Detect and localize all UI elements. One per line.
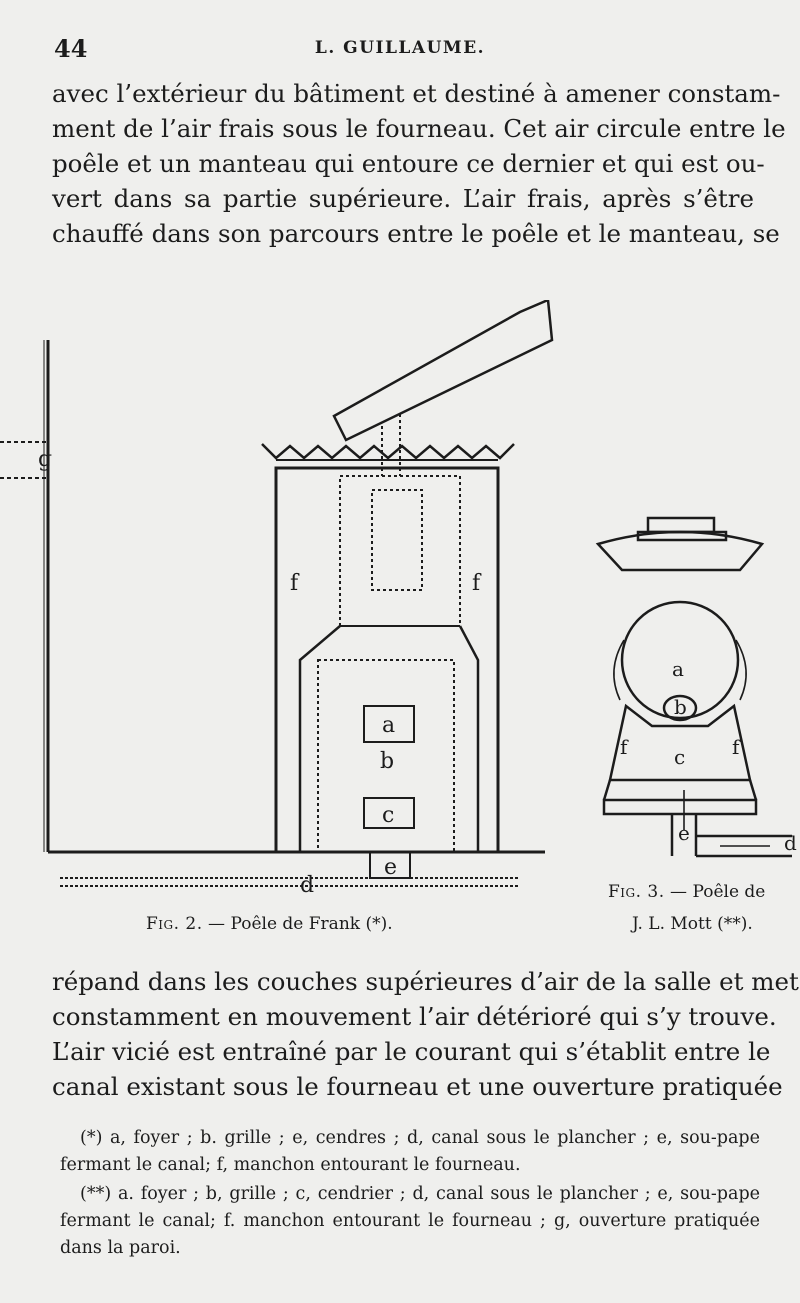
footnote-2-text: a. foyer ; b, grille ; c, cendrier ; d, canal sous le plancher ; e, sou-pape fermant le canal; f. manchon entourant le fourneau ; g, ouverture pratiquée dans la paroi. <box>60 1184 760 1258</box>
text-line: ment de l’air frais sous le fourneau. Cet air circule entre le <box>52 114 786 143</box>
label-a: a <box>672 657 684 681</box>
label-g: g <box>38 447 53 472</box>
running-head: L. GUILLAUME. <box>314 38 486 58</box>
footnotes <box>60 1125 760 1264</box>
figure-3-caption-line-2: J. L. Mott (**). <box>632 914 753 934</box>
text-line: canal existant sous le fourneau et une ouverture pratiquée <box>52 1072 783 1101</box>
top-paragraph <box>52 76 786 251</box>
figure-3-number: Fig. 3. <box>608 882 665 902</box>
label-f-right: f <box>732 735 740 759</box>
figure-3-title: — Poêle de <box>664 882 766 902</box>
footnote-1-text: a, foyer ; b. grille ; e, cendres ; d, canal sous le plancher ; e, sou-pape fermant le canal; f, manchon entourant le fourneau. <box>60 1128 760 1175</box>
figure-3-mott-stove-diagram <box>580 500 800 880</box>
label-d: d <box>784 831 797 855</box>
text-line: répand dans les couches supérieures d’air de la salle et met <box>52 967 799 996</box>
label-c: c <box>382 803 395 828</box>
label-e: e <box>678 821 690 845</box>
footnote-2-mark: (**) <box>80 1184 112 1204</box>
bottom-paragraph <box>52 964 799 1104</box>
figure-2-number: Fig. 2. <box>146 914 203 934</box>
label-a: a <box>382 713 396 738</box>
label-f-right: f <box>472 571 481 596</box>
label-d: d <box>300 873 315 898</box>
text-line: constamment en mouvement l’air détérioré qui s’y trouve. <box>52 1002 777 1031</box>
footnote-2 <box>60 1181 760 1262</box>
text-line: vert dans sa partie supérieure. L’air frais, après s’être <box>52 184 754 213</box>
text-line: L’air vicié est entraîné par le courant qui s’établit entre le <box>52 1037 771 1066</box>
label-c: c <box>674 745 686 769</box>
footnote-1-mark: (*) <box>80 1128 103 1148</box>
label-e: e <box>384 855 398 880</box>
figure-2-frank-stove-diagram <box>0 300 560 900</box>
figure-2-title: — Poêle de Frank (*). <box>202 914 393 934</box>
page-number: 44 <box>54 34 88 63</box>
text-line: poêle et un manteau qui entoure ce dernier et qui est ou- <box>52 149 765 178</box>
figure-3-caption-line-1 <box>608 882 765 902</box>
text-line: avec l’extérieur du bâtiment et destiné à amener constam- <box>52 79 781 108</box>
label-b: b <box>380 749 395 774</box>
footnote-1 <box>60 1125 760 1179</box>
label-b: b <box>674 695 687 719</box>
figure-2-caption <box>146 914 393 934</box>
label-f-left: f <box>290 571 299 596</box>
label-f-left: f <box>620 735 628 759</box>
text-line: chauffé dans son parcours entre le poêle et le manteau, se <box>52 219 780 248</box>
